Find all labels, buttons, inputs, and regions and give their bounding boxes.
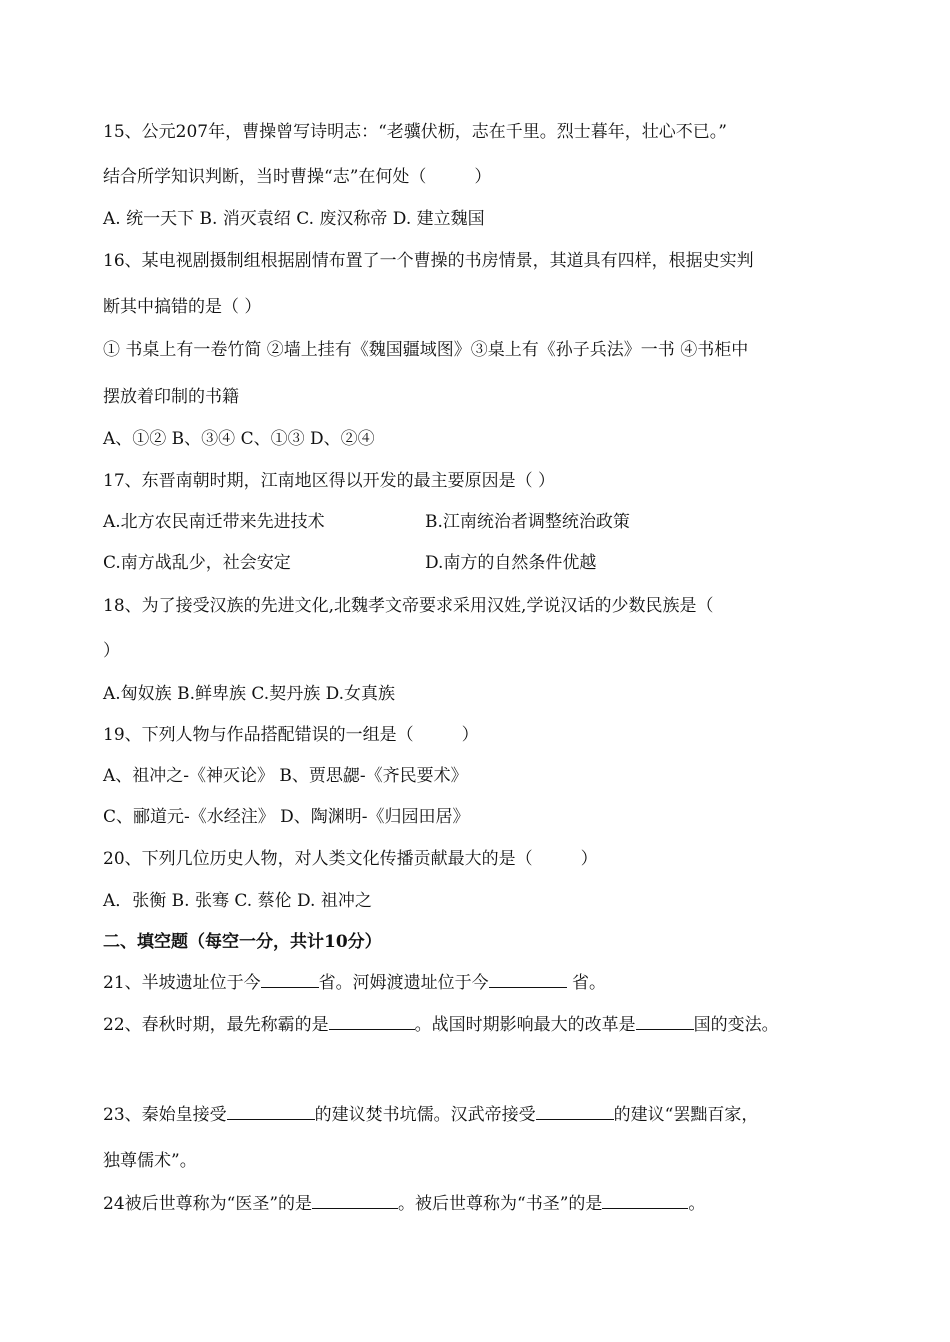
q18-options: A.匈奴族 B.鲜卑族 C.契丹族 D.女真族 xyxy=(103,684,396,704)
q19-options-row1: A、祖冲之-《神灭论》 B、贾思勰-《齐民要术》 xyxy=(103,766,468,786)
q20-stem-close: ） xyxy=(580,849,598,869)
q16-options: A、①② B、③④ C、①③ D、②④ xyxy=(103,429,375,449)
q19-stem xyxy=(103,720,479,745)
q16-line2: 断其中搞错的是（ ） xyxy=(103,297,262,317)
q24-part3: 。 xyxy=(688,1194,706,1214)
q21-blank2[interactable] xyxy=(489,970,567,988)
q23-blank1[interactable] xyxy=(227,1102,315,1120)
q22 xyxy=(103,1010,779,1035)
q23-line1 xyxy=(103,1100,758,1125)
q21 xyxy=(103,968,606,993)
q17-option-c: C.南方战乱少，社会安定 xyxy=(103,553,291,573)
q20-options: A．张衡 B. 张骞 C. 蔡伦 D. 祖冲之 xyxy=(103,891,372,911)
q17-option-a: A.北方农民南迁带来先进技术 xyxy=(103,512,325,532)
q19-stem-close: ） xyxy=(461,725,479,745)
q22-part1: 22、春秋时期，最先称霸的是 xyxy=(103,1015,329,1035)
q17-option-b: B.江南统治者调整统治政策 xyxy=(425,512,630,532)
q24-blank2[interactable] xyxy=(602,1191,688,1209)
q21-blank1[interactable] xyxy=(261,970,319,988)
q18-line1: 18、为了接受汉族的先进文化,北魏孝文帝要求采用汉姓,学说汉话的少数民族是（ xyxy=(103,596,714,616)
q15-line2 xyxy=(103,162,491,187)
q24 xyxy=(103,1189,705,1214)
q17-options-row1 xyxy=(103,507,325,532)
q22-part2: 。战国时期影响最大的改革是 xyxy=(414,1015,636,1035)
q22-blank2[interactable] xyxy=(636,1012,694,1030)
q23-part3: 的建议“罢黜百家， xyxy=(613,1105,759,1125)
q23-part2: 的建议焚书坑儒。汉武帝接受 xyxy=(314,1105,536,1125)
q21-part3: 省。 xyxy=(566,973,607,993)
q17-option-d: D.南方的自然条件优越 xyxy=(425,553,597,573)
q22-blank1[interactable] xyxy=(329,1012,415,1030)
q21-part1: 21、半坡遗址位于今 xyxy=(103,973,261,993)
q24-blank1[interactable] xyxy=(312,1191,398,1209)
q23-line2: 独尊儒术”。 xyxy=(103,1151,197,1171)
q16-line4: 摆放着印制的书籍 xyxy=(103,387,239,407)
q18-line2: ） xyxy=(103,641,120,661)
q15-stem-close: ） xyxy=(474,167,492,187)
q16-line3: ① 书桌上有一卷竹简 ②墙上挂有《魏国疆域图》③桌上有《孙子兵法》一书 ④书柜中 xyxy=(103,340,749,360)
q24-part2: 。被后世尊称为“书圣”的是 xyxy=(398,1194,603,1214)
q24-part1: 24被后世尊称为“医圣”的是 xyxy=(103,1194,313,1214)
q20-stem xyxy=(103,844,598,869)
q20-stem-text: 20、下列几位历史人物，对人类文化传播贡献最大的是（ xyxy=(103,849,533,869)
q15-stem: 结合所学知识判断，当时曹操“志”在何处（ xyxy=(103,167,427,187)
q16-line1: 16、某电视剧摄制组根据剧情布置了一个曹操的书房情景，其道具有四样，根据史实判 xyxy=(103,251,754,271)
q23-blank2[interactable] xyxy=(536,1102,614,1120)
q21-part2: 省。河姆渡遗址位于今 xyxy=(318,973,489,993)
q15-line1: 15、公元207年，曹操曾写诗明志：“老骥伏枥，志在千里。烈士暮年，壮心不已。” xyxy=(103,122,727,142)
q19-options-row2: C、郦道元-《水经注》 D、陶渊明-《归园田居》 xyxy=(103,807,470,827)
q22-part3: 国的变法。 xyxy=(693,1015,779,1035)
section-title-fill-blank: 二、填空题（每空一分，共计10分） xyxy=(103,932,382,952)
q23-part1: 23、秦始皇接受 xyxy=(103,1105,227,1125)
q17-stem: 17、东晋南朝时期，江南地区得以开发的最主要原因是（ ） xyxy=(103,471,556,491)
q19-stem-text: 19、下列人物与作品搭配错误的一组是（ xyxy=(103,725,414,745)
q15-options: A. 统一天下 B. 消灭袁绍 C. 废汉称帝 D. 建立魏国 xyxy=(103,209,485,229)
